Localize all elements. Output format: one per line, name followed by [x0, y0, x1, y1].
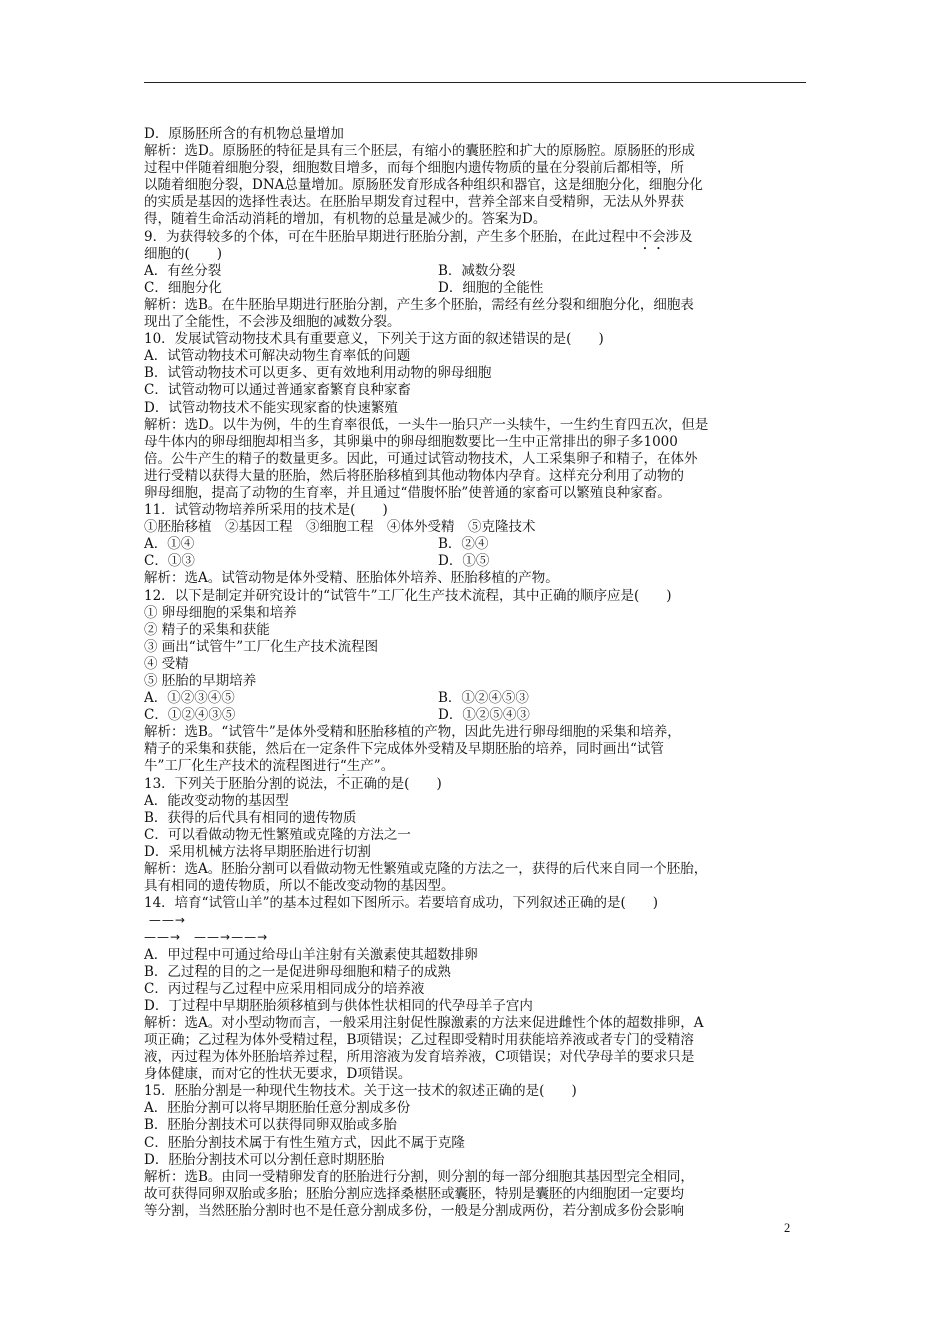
q15-analysis: 等分割，当然胚胎分割时也不是任意分割成多份，一般是分割成两份，若分割成多份会影响 — [144, 1202, 684, 1219]
q11-analysis: 解析：选A。试管动物是体外受精、胚胎体外培养、胚胎移植的产物。 — [144, 570, 559, 587]
q15-analysis: 解析：选B。由同一受精卵发育的胚胎进行分割，则分割的每一部分细胞其基因型完全相同， — [144, 1168, 694, 1185]
q15-option-b: B．胚胎分割技术可以获得同卵双胎或多胎 — [144, 1117, 397, 1134]
q9-options-row — [144, 280, 824, 297]
q14-option-d: D．丁过程中早期胚胎须移植到与供体性状相同的代孕母羊子宫内 — [144, 997, 533, 1014]
q8-analysis: 过程中伴随着细胞分裂，细胞数目增多，而每个细胞内遗传物质的量在分裂前后都相等，所 — [144, 160, 684, 177]
q14-option-b: B．乙过程的目的之一是促进卵母细胞和精子的成熟 — [144, 963, 451, 980]
q11-items: ①胚胎移植 ②基因工程 ③细胞工程 ④体外受精 ⑤克隆技术 — [144, 519, 536, 536]
q9-analysis: 解析：选B。在牛胚胎早期进行胚胎分割，产生多个胚胎，需经有丝分裂和细胞分化，细胞表 — [144, 296, 694, 313]
q8-analysis: 的实质是基因的选择性表达。在胚胎早期发育过程中，营养全部来自受精卵，无法从外界获 — [144, 194, 684, 211]
q14-option-c: C．丙过程与乙过程中应采用相同成分的培养液 — [144, 980, 425, 997]
q11-options-row — [144, 536, 824, 553]
q9-analysis: 现出了全能性，不会涉及细胞的减数分裂。 — [144, 314, 401, 331]
q12-item: ① 卵母细胞的采集和培养 — [144, 604, 297, 621]
q12-option-d: D．①②⑤④③ — [438, 707, 530, 724]
q9-stem: 细胞的( ) — [144, 245, 223, 262]
q14-option-a: A．甲过程中可通过给母山羊注射有关激素使其超数排卵 — [144, 946, 478, 963]
q9-option-b: B．减数分裂 — [438, 262, 516, 279]
q14-process-arrows: ——→ — [144, 913, 186, 928]
q12-options-row — [144, 707, 824, 724]
q13-analysis: 解析：选A。胚胎分割可以看做动物无性繁殖或克隆的方法之一，获得的后代来自同一个胚胎， — [144, 861, 708, 878]
q8-analysis: 解析：选D。原肠胚的特征是具有三个胚层，有缩小的囊胚腔和扩大的原肠腔。原肠胚的形成 — [144, 143, 695, 160]
q13-option-c: C．可以看做动物无性繁殖或克隆的方法之一 — [144, 826, 411, 843]
q12-analysis: 精子的采集和获能，然后在一定条件下完成体外受精及早期胚胎的培养，同时画出“试管 — [144, 741, 664, 758]
q13-analysis: 具有相同的遗传物质，所以不能改变动物的基因型。 — [144, 878, 455, 895]
q8-analysis: 得，随着生命活动消耗的增加，有机物的总量是减少的。答案为D。 — [144, 211, 547, 228]
q12-option-a: A．①②③④⑤ — [144, 690, 235, 707]
q10-option-c: C．试管动物可以通过普通家畜繁育良种家畜 — [144, 382, 411, 399]
q11-option-c: C．①③ — [144, 553, 195, 570]
q10-analysis: 卵母细胞，提高了动物的生育率，并且通过“借腹怀胎”使普通的家畜可以繁殖良种家畜。 — [144, 484, 671, 501]
q12-analysis: 解析：选B。“试管牛”是体外受精和胚胎移植的产物，因此先进行卵母细胞的采集和培养， — [144, 724, 681, 741]
q11-option-d: D．①⑤ — [438, 553, 490, 570]
q12-option-c: C．①②④③⑤ — [144, 707, 236, 724]
q13-emphasis: 不 — [336, 775, 351, 792]
document-body — [144, 126, 824, 1220]
q15-analysis: 故可获得同卵双胎或多胎；胚胎分割应选择桑椹胚或囊胚，特别是囊胚的内细胞团一定要均 — [144, 1185, 684, 1202]
q10-stem: 10．发展试管动物技术具有重要意义，下列关于这方面的叙述错误的是( ) — [144, 331, 604, 348]
q9-options-row — [144, 263, 824, 280]
q11-option-a: A．①④ — [144, 536, 195, 553]
q9-stem-text: 9．为获得较多的个体，可在牛胚胎早期进行胚胎分割，产生多个胚胎，在此过程中 — [144, 228, 639, 245]
q10-option-d: D．试管动物技术不能实现家畜的快速繁殖 — [144, 399, 398, 416]
q12-item: ⑤ 胚胎的早期培养 — [144, 673, 257, 689]
q14-process-arrows: ——→ ——→——→ — [144, 930, 269, 945]
q10-option-b: B．试管动物技术可以更多、更有效地利用动物的卵母细胞 — [144, 365, 492, 382]
q10-analysis: 母牛体内的卵母细胞却相当多，其卵巢中的卵母细胞数要比一生中正常排出的卵子多1000 — [144, 433, 678, 450]
q13-option-b: B．获得的后代具有相同的遗传物质 — [144, 809, 357, 826]
q14-stem: 14．培育“试管山羊”的基本过程如下图所示。若要培育成功，下列叙述正确的是( ) — [144, 895, 659, 912]
q11-options-row — [144, 553, 824, 570]
q13-stem — [144, 776, 824, 793]
q12-options-row — [144, 690, 824, 707]
q10-option-a: A．试管动物技术可解决动物生育率低的问题 — [144, 348, 411, 365]
q12-item: ② 精子的采集和获能 — [144, 621, 270, 638]
q13-stem-tail: 正确的是( ) — [350, 775, 442, 792]
q12-analysis: 牛”工厂化生产技术的流程图进行“生产”。 — [144, 758, 395, 775]
q11-stem: 11．试管动物培养所采用的技术是( ) — [144, 502, 388, 519]
q14-analysis: 身体健康，而对它的性状无要求，D项错误。 — [144, 1066, 412, 1083]
q9-emphasis: 不会 — [638, 228, 666, 245]
q8-option-d: D．原肠胚所含的有机物总量增加 — [144, 126, 344, 142]
q9-stem-tail: 涉及 — [665, 228, 693, 245]
q10-analysis: 解析：选D。以牛为例，牛的生育率很低，一头牛一胎只产一头犊牛，一生约生育四五次，但是 — [144, 416, 709, 433]
q13-option-d: D．采用机械方法将早期胚胎进行切割 — [144, 843, 371, 860]
q12-item: ③ 画出“试管牛”工厂化生产技术流程图 — [144, 638, 379, 655]
q8-analysis: 以随着细胞分裂，DNA总量增加。原肠胚发育形成各种组织和器官，这是细胞分化，细胞分化 — [144, 177, 703, 194]
q15-option-c: C．胚胎分割技术属于有性生殖方式，因此不属于克隆 — [144, 1134, 465, 1151]
q14-analysis: 项正确；乙过程为体外受精过程，B项错误；乙过程即受精时用获能培养液或者专门的受精溶 — [144, 1031, 694, 1048]
q9-option-c: C．细胞分化 — [144, 279, 222, 296]
q9-option-d: D．细胞的全能性 — [438, 279, 544, 296]
q13-stem-text: 13．下列关于胚胎分割的说法， — [144, 775, 337, 792]
q10-analysis: 进行受精以获得大量的胚胎，然后将胚胎移植到其他动物体内孕育。这样充分利用了动物的 — [144, 467, 684, 484]
q9-stem — [144, 229, 824, 246]
q10-analysis: 倍。公牛产生的精子的数量更多。因此，可通过试管动物技术，人工采集卵子和精子，在体外 — [144, 450, 698, 467]
q13-option-a: A．能改变动物的基因型 — [144, 792, 289, 809]
page-number: 2 — [784, 1221, 791, 1235]
q15-option-a: A．胚胎分割可以将早期胚胎任意分割成多份 — [144, 1100, 411, 1117]
header-rule — [144, 82, 806, 83]
q15-option-d: D．胚胎分割技术可以分割任意时期胚胎 — [144, 1151, 385, 1168]
q12-item: ④ 受精 — [144, 655, 189, 672]
q14-analysis: 液，丙过程为体外胚胎培养过程，所用溶液为发育培养液，C项错误；对代孕母羊的要求只是 — [144, 1049, 695, 1066]
q9-option-a: A．有丝分裂 — [144, 262, 222, 279]
q12-option-b: B．①②④⑤③ — [438, 690, 529, 707]
q11-option-b: B．②④ — [438, 536, 489, 553]
q14-analysis: 解析：选A。对小型动物而言，一般采用注射促性腺激素的方法来促进雌性个体的超数排卵，A — [144, 1014, 704, 1031]
q12-stem: 12．以下是制定并研究设计的“试管牛”工厂化生产技术流程，其中正确的顺序应是( ) — [144, 587, 672, 604]
q15-stem: 15．胚胎分割是一种现代生物技术。关于这一技术的叙述正确的是( ) — [144, 1083, 577, 1100]
